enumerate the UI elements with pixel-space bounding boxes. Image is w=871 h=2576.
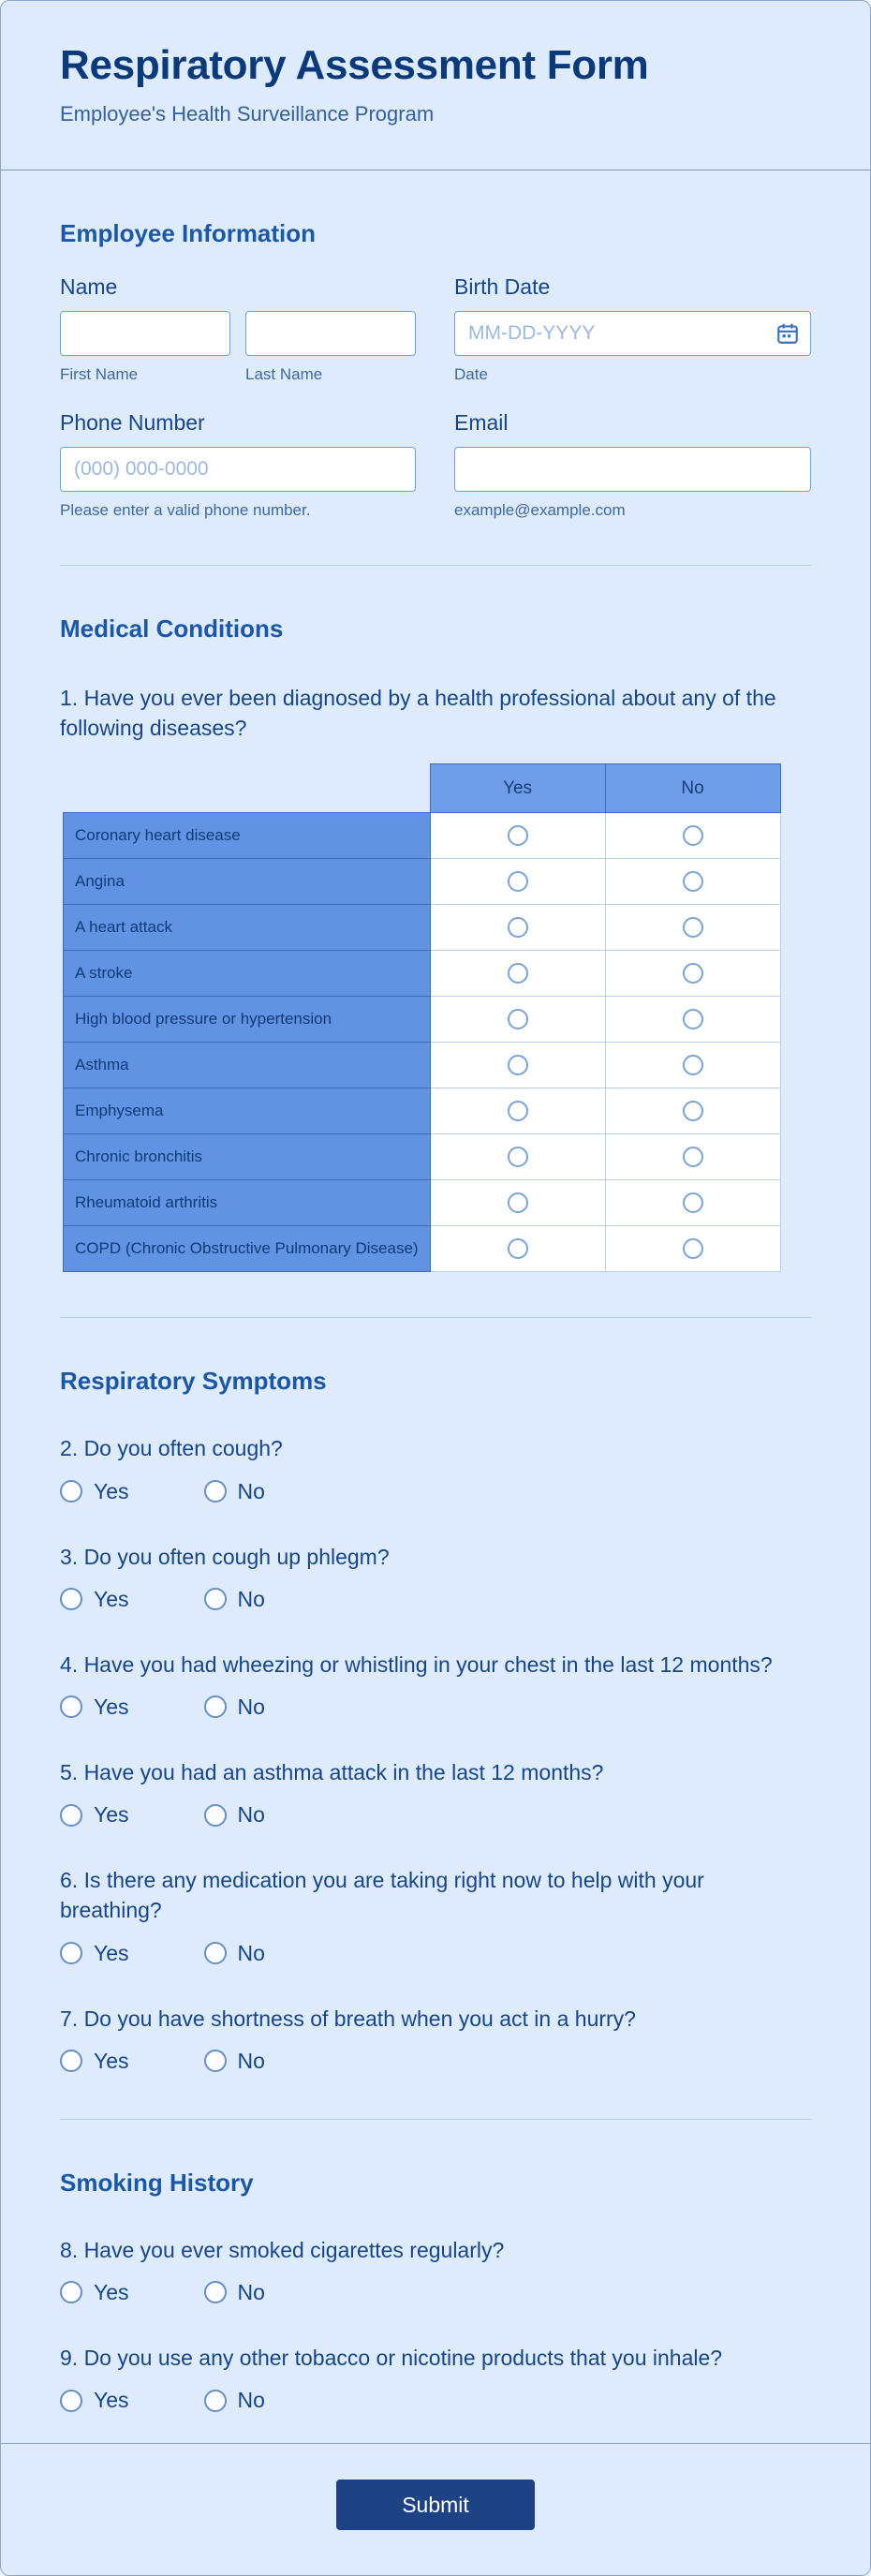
radio-icon[interactable]: [508, 1238, 528, 1259]
birth-date-sublabel: Date: [454, 365, 488, 383]
radio-icon[interactable]: [204, 1942, 227, 1964]
question-block-3: [60, 1542, 811, 1612]
matrix-cell-yes[interactable]: [430, 813, 605, 859]
radio-group: [60, 2388, 811, 2413]
condition-label: A stroke: [64, 951, 431, 997]
radio-icon[interactable]: [683, 917, 703, 938]
radio-icon[interactable]: [683, 1147, 703, 1167]
matrix-cell-no[interactable]: [605, 1088, 780, 1134]
option-label: Yes: [94, 1694, 129, 1719]
radio-group: [60, 2280, 811, 2305]
matrix-cell-no[interactable]: [605, 1180, 780, 1226]
email-field: [454, 410, 811, 520]
condition-label: COPD (Chronic Obstructive Pulmonary Disease): [64, 1226, 431, 1272]
question-block-4: [60, 1650, 811, 1720]
radio-icon[interactable]: [60, 1588, 82, 1610]
radio-group: [60, 1941, 811, 1966]
option-label: No: [237, 1478, 265, 1503]
first-name-input[interactable]: [60, 311, 230, 356]
last-name-input[interactable]: [245, 311, 416, 356]
radio-icon[interactable]: [60, 1695, 82, 1718]
section-heading-employee-information: Employee Information: [60, 219, 317, 247]
option-label: Yes: [94, 1586, 129, 1611]
option-label: No: [237, 2388, 265, 2413]
radio-icon[interactable]: [508, 1147, 528, 1167]
email-sublabel: example@example.com: [454, 501, 626, 519]
email-label: Email: [454, 410, 509, 435]
matrix-column-yes: Yes: [430, 764, 605, 813]
section-employee-information: [1, 170, 870, 520]
matrix-cell-no[interactable]: [605, 859, 780, 905]
radio-icon[interactable]: [60, 2281, 82, 2303]
matrix-column-no: No: [605, 764, 780, 813]
radio-icon[interactable]: [508, 917, 528, 938]
submit-button[interactable]: Submit: [336, 2480, 535, 2530]
section-heading-respiratory-symptoms: Respiratory Symptoms: [60, 1367, 327, 1396]
radio-option-yes[interactable]: [60, 1695, 129, 1720]
radio-icon[interactable]: [683, 963, 703, 984]
last-name-sublabel: Last Name: [245, 365, 323, 383]
radio-option-no[interactable]: [204, 1479, 265, 1504]
table-row: [64, 1134, 781, 1180]
option-label: Yes: [94, 2048, 129, 2073]
option-label: Yes: [94, 1478, 129, 1503]
radio-icon[interactable]: [683, 1101, 703, 1121]
radio-icon[interactable]: [683, 1009, 703, 1029]
form-subtitle: Employee's Health Surveillance Program: [60, 102, 435, 126]
matrix-cell-no[interactable]: [605, 1226, 780, 1272]
section-medical-conditions: [1, 566, 870, 1272]
matrix-header-row: [64, 764, 781, 813]
matrix-cell-yes[interactable]: [430, 1088, 605, 1134]
radio-option-no[interactable]: [204, 2049, 265, 2074]
matrix-cell-yes[interactable]: [430, 1180, 605, 1226]
phone-sublabel: Please enter a valid phone number.: [60, 501, 311, 519]
condition-label: Asthma: [64, 1043, 431, 1088]
condition-label: Coronary heart disease: [64, 813, 431, 859]
radio-icon[interactable]: [683, 825, 703, 846]
question-text: 9. Do you use any other tobacco or nicotine products that you inhale?: [60, 2345, 723, 2370]
matrix-cell-no[interactable]: [605, 905, 780, 951]
radio-icon[interactable]: [204, 1588, 227, 1610]
condition-label: Angina: [64, 859, 431, 905]
radio-icon[interactable]: [204, 1804, 227, 1827]
section-respiratory-symptoms: [1, 1318, 870, 2073]
option-label: No: [237, 1940, 265, 1965]
matrix-cell-no[interactable]: [605, 813, 780, 859]
field-row-phone-email: [60, 410, 811, 520]
question-block-7: [60, 2004, 811, 2074]
matrix-cell-yes[interactable]: [430, 1043, 605, 1088]
question-text: 2. Do you often cough?: [60, 1436, 283, 1461]
radio-icon[interactable]: [508, 825, 528, 846]
radio-option-no[interactable]: [204, 2388, 265, 2413]
question-block-5: [60, 1757, 811, 1828]
option-label: Yes: [94, 2279, 129, 2304]
radio-icon[interactable]: [204, 2390, 227, 2412]
section-heading-medical-conditions: Medical Conditions: [60, 614, 284, 643]
radio-icon[interactable]: [60, 1480, 82, 1503]
option-label: No: [237, 1802, 265, 1828]
question-block-9: [60, 2343, 811, 2413]
matrix-cell-yes[interactable]: [430, 997, 605, 1043]
radio-option-no[interactable]: [204, 1695, 265, 1720]
radio-icon[interactable]: [60, 1804, 82, 1827]
table-row: [64, 905, 781, 951]
radio-group: [60, 1695, 811, 1720]
matrix-cell-no[interactable]: [605, 997, 780, 1043]
radio-option-yes[interactable]: [60, 2388, 129, 2413]
name-field: [60, 274, 416, 384]
radio-icon[interactable]: [683, 1192, 703, 1213]
radio-option-yes[interactable]: [60, 1587, 129, 1612]
matrix-cell-yes[interactable]: [430, 1226, 605, 1272]
option-label: Yes: [94, 1802, 129, 1828]
question-block-6: [60, 1865, 811, 1965]
radio-option-no[interactable]: [204, 1941, 265, 1966]
question-text: 5. Have you had an asthma attack in the last 12 months?: [60, 1759, 604, 1784]
radio-option-yes[interactable]: [60, 1941, 129, 1966]
question-text: 7. Do you have shortness of breath when you act in a hurry?: [60, 2006, 636, 2031]
option-label: Yes: [94, 1940, 129, 1965]
radio-icon[interactable]: [683, 871, 703, 892]
table-row: [64, 813, 781, 859]
option-label: No: [237, 1586, 265, 1611]
table-row: [64, 1088, 781, 1134]
radio-icon[interactable]: [60, 2390, 82, 2412]
condition-label: Emphysema: [64, 1088, 431, 1134]
radio-option-yes[interactable]: [60, 1479, 129, 1504]
radio-icon[interactable]: [508, 1009, 528, 1029]
radio-icon[interactable]: [508, 963, 528, 984]
table-row: [64, 1180, 781, 1226]
radio-icon[interactable]: [60, 2050, 82, 2072]
form-footer: [1, 2443, 870, 2575]
condition-label: High blood pressure or hypertension: [64, 997, 431, 1043]
radio-icon[interactable]: [204, 1695, 227, 1718]
radio-icon[interactable]: [508, 1192, 528, 1213]
radio-group: [60, 1587, 811, 1612]
radio-option-no[interactable]: [204, 1587, 265, 1612]
radio-group: [60, 1802, 811, 1828]
radio-icon[interactable]: [683, 1238, 703, 1259]
birth-date-label: Birth Date: [454, 274, 551, 299]
radio-option-no[interactable]: [204, 1802, 265, 1828]
option-label: No: [237, 2048, 265, 2073]
question-1-text: 1. Have you ever been diagnosed by a health professional about any of the following diseases?: [60, 686, 776, 741]
matrix-cell-no[interactable]: [605, 1043, 780, 1088]
matrix-cell-no[interactable]: [605, 951, 780, 997]
radio-group: [60, 2049, 811, 2074]
table-row: [64, 951, 781, 997]
radio-icon[interactable]: [60, 1942, 82, 1964]
radio-option-no[interactable]: [204, 2280, 265, 2305]
option-label: No: [237, 1694, 265, 1719]
section-heading-smoking-history: Smoking History: [60, 2168, 254, 2197]
radio-icon[interactable]: [204, 1480, 227, 1503]
form-title: Respiratory Assessment Form: [60, 42, 649, 88]
matrix-corner-cell: [64, 764, 431, 813]
option-label: No: [237, 2279, 265, 2304]
matrix-cell-yes[interactable]: [430, 951, 605, 997]
first-name-sublabel: First Name: [60, 365, 139, 383]
question-text: 8. Have you ever smoked cigarettes regularly?: [60, 2237, 505, 2262]
phone-label: Phone Number: [60, 410, 205, 435]
question-block-2: [60, 1433, 811, 1503]
section-smoking-history: [1, 2120, 870, 2413]
email-input[interactable]: [454, 447, 811, 492]
radio-icon[interactable]: [508, 871, 528, 892]
radio-option-yes[interactable]: [60, 1802, 129, 1828]
radio-icon[interactable]: [204, 2281, 227, 2303]
radio-group: [60, 1479, 811, 1504]
matrix-cell-yes[interactable]: [430, 905, 605, 951]
matrix-cell-yes[interactable]: [430, 859, 605, 905]
radio-icon[interactable]: [508, 1055, 528, 1075]
birth-date-input[interactable]: [454, 311, 811, 356]
table-row: [64, 1043, 781, 1088]
phone-field: [60, 410, 416, 520]
radio-icon[interactable]: [683, 1055, 703, 1075]
form-header: [1, 1, 870, 170]
phone-input[interactable]: [60, 447, 416, 492]
condition-label: Chronic bronchitis: [64, 1134, 431, 1180]
calendar-icon[interactable]: [775, 321, 800, 346]
condition-label: A heart attack: [64, 905, 431, 951]
table-row: [64, 859, 781, 905]
radio-option-yes[interactable]: [60, 2049, 129, 2074]
conditions-matrix-table: [63, 763, 781, 1272]
table-row: [64, 1226, 781, 1272]
question-text: 3. Do you often cough up phlegm?: [60, 1544, 390, 1569]
matrix-cell-no[interactable]: [605, 1134, 780, 1180]
field-row-name-birthdate: [60, 274, 811, 384]
question-text: 4. Have you had wheezing or whistling in your chest in the last 12 months?: [60, 1651, 773, 1677]
birth-date-field: [454, 274, 811, 384]
table-row: [64, 997, 781, 1043]
radio-icon[interactable]: [204, 2050, 227, 2072]
question-text: 6. Is there any medication you are taking right now to help with your breathing?: [60, 1868, 704, 1923]
matrix-cell-yes[interactable]: [430, 1134, 605, 1180]
name-label: Name: [60, 274, 118, 299]
question-block-8: [60, 2235, 811, 2305]
radio-icon[interactable]: [508, 1101, 528, 1121]
condition-label: Rheumatoid arthritis: [64, 1180, 431, 1226]
radio-option-yes[interactable]: [60, 2280, 129, 2305]
option-label: Yes: [94, 2388, 129, 2413]
